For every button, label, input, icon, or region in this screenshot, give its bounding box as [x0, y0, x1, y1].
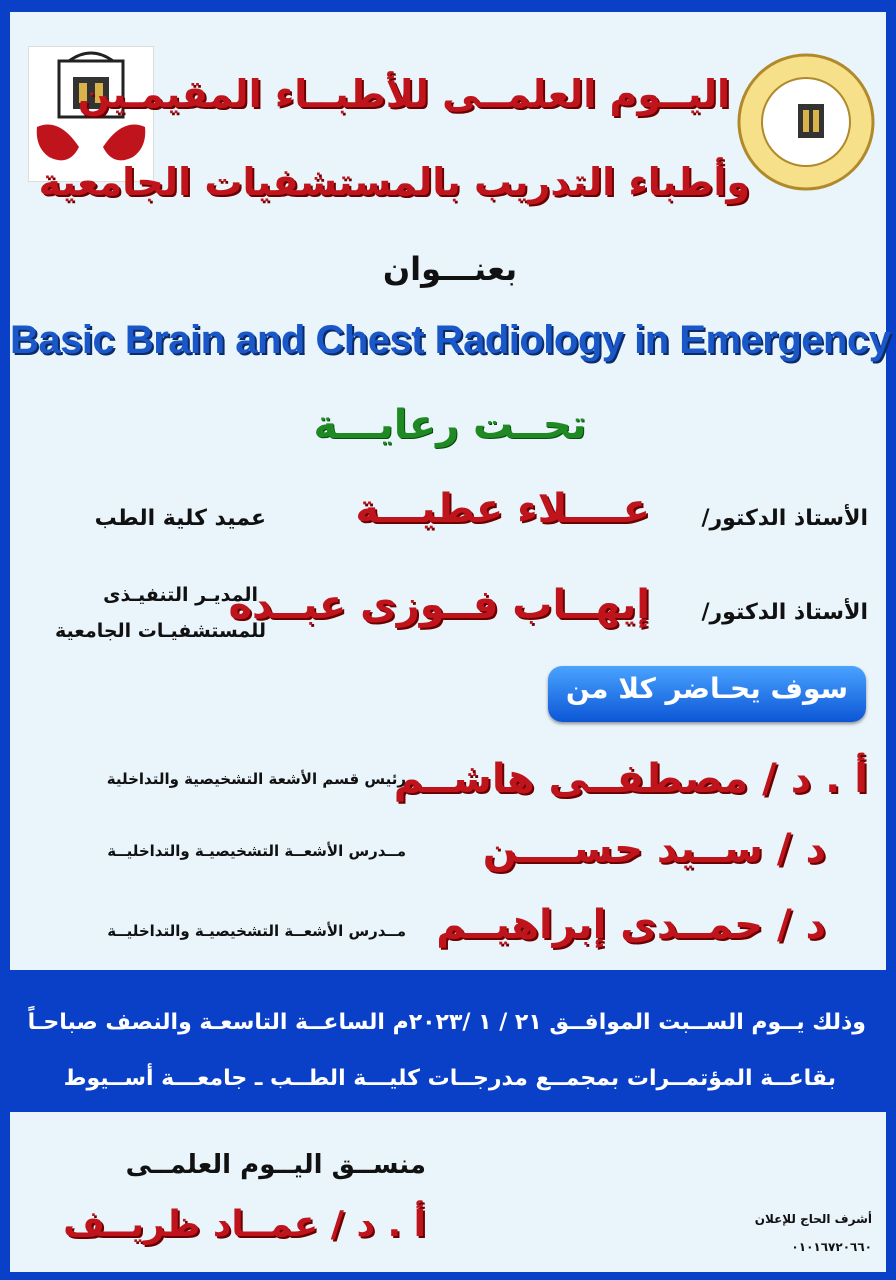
patron-1-prefix: الأستاذ الدكتور/ — [701, 506, 868, 531]
coordinator-title: منســق اليــوم العلمــى — [125, 1150, 426, 1180]
credit-phone: ٠١٠١٦٧٢٠٦٦٠ — [791, 1240, 872, 1254]
credit-line-1: أشرف الحاج للإعلان — [754, 1212, 872, 1226]
patron-2-name: إيهــاب فــوزى عبــده — [228, 582, 650, 628]
title-line-1: اليــوم العلمــى للأطبــاء المقيمـين — [77, 72, 730, 116]
bottom-panel — [10, 1112, 886, 1272]
english-title: Basic Brain and Chest Radiology in Emergency — [10, 318, 891, 362]
event-venue: بقاعــة المؤتمــرات بمجمــع مدرجــات كليـــة الطــب ـ جامعـــة أســيوط — [63, 1066, 836, 1091]
patron-2-role-line-2: للمستشفيـات الجامعية — [54, 620, 266, 642]
lecturer-1-role: رئيس قسم الأشعة التشخيصية والتداخلية — [106, 770, 406, 788]
faculty-logo — [736, 52, 876, 192]
patron-2-prefix: الأستاذ الدكتور/ — [701, 600, 868, 625]
subtitle-label: بعنـــوان — [382, 250, 518, 288]
lecturers-heading: سوف يحـاضر كلا من — [565, 672, 849, 705]
event-date-time: وذلك يــوم الســبت الموافــق ٢١ / ١ /٢٠٢٣م الساعــة التاسعـة والنصف صباحـاً — [27, 1010, 866, 1035]
patron-2-role-line-1: المديـر التنفيـذى — [103, 584, 258, 606]
patron-1-name: عــــلاء عطيـــة — [355, 486, 650, 532]
patron-1-role: عميد كلية الطب — [94, 506, 266, 531]
lecturer-2-name: د / ســيد حســــن — [482, 826, 826, 872]
lecturer-3-name: د / حمــدى إبراهيــم — [436, 902, 826, 948]
lecturer-3-role: مــدرس الأشعــة التشخيصيـة والتداخليــة — [107, 922, 406, 940]
title-line-2: وأطباء التدريب بالمستشفيات الجامعية — [38, 160, 750, 204]
lecturer-2-role: مــدرس الأشعــة التشخيصيـة والتداخليــة — [107, 842, 406, 860]
lecturer-1-name: أ . د / مصطفــى هاشــم — [393, 756, 868, 802]
coordinator-name: أ . د / عمــاد ظريــف — [63, 1204, 426, 1245]
patronage-label: تحــت رعايـــة — [313, 402, 587, 448]
